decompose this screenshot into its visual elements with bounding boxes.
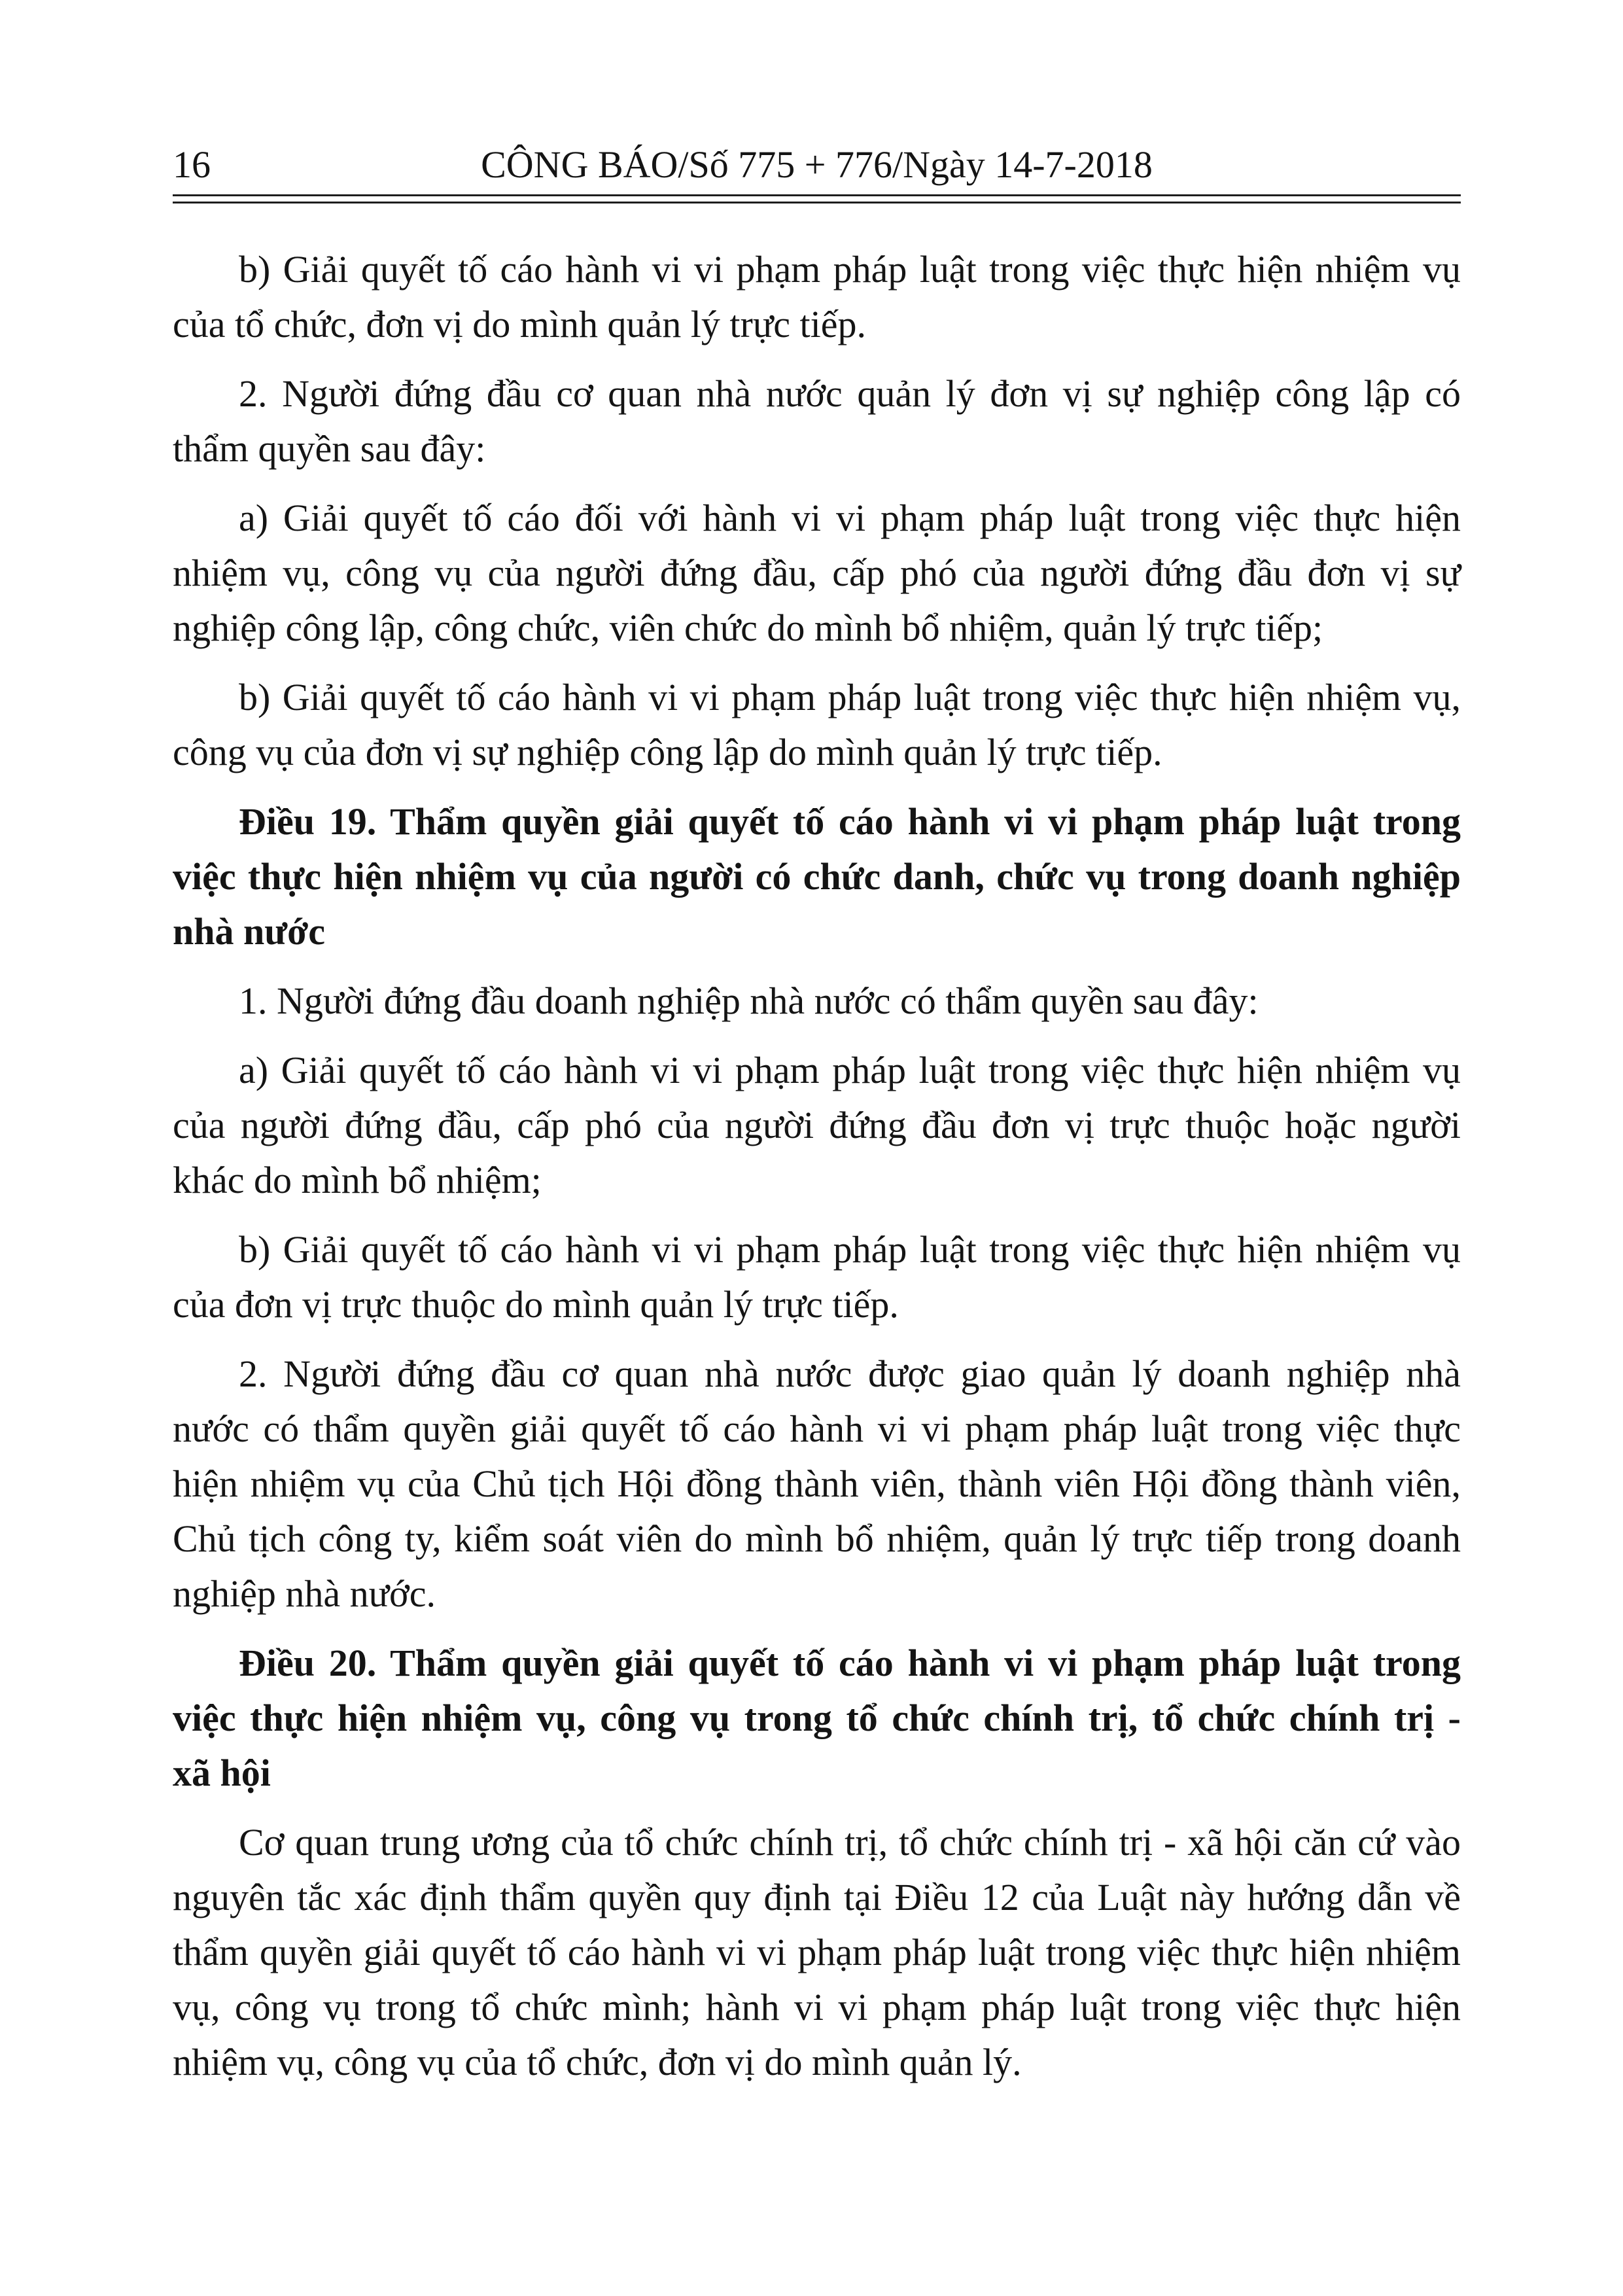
paragraph-line: 2. Người đứng đầu cơ quan nhà nước được giao quản lý doanh nghiệp nhà: [239, 1352, 1461, 1395]
heading-line: nhà nước: [173, 910, 325, 953]
point-b-paragraph: [173, 1222, 1461, 1332]
point-a-paragraph: [173, 491, 1461, 656]
paragraph-line: b) Giải quyết tố cáo hành vi vi phạm pháp luật trong việc thực hiện nhiệm vụ,: [239, 676, 1461, 718]
header-double-rule: [173, 194, 1461, 203]
paragraph-line: a) Giải quyết tố cáo đối với hành vi vi phạm pháp luật trong việc thực hiện: [239, 497, 1461, 539]
heading-line: việc thực hiện nhiệm vụ, công vụ trong tổ chức chính trị, tổ chức chính trị -: [173, 1697, 1461, 1739]
paragraph-line: nhiệm vụ, công vụ của người đứng đầu, cấp phó của người đứng đầu đơn vị sự: [173, 552, 1461, 594]
heading-line: Điều 20. Thẩm quyền giải quyết tố cáo hành vi vi phạm pháp luật trong: [239, 1642, 1461, 1684]
running-header: [173, 137, 1461, 192]
paragraph-line: vụ, công vụ trong tổ chức mình; hành vi vi phạm pháp luật trong việc thực hiện: [173, 1986, 1461, 2028]
clause-2-paragraph: [173, 1347, 1461, 1621]
heading-line: Điều 19. Thẩm quyền giải quyết tố cáo hành vi vi phạm pháp luật trong: [239, 800, 1461, 843]
heading-line: việc thực hiện nhiệm vụ của người có chức danh, chức vụ trong doanh nghiệp: [173, 855, 1461, 898]
clause-2-paragraph: [173, 366, 1461, 476]
heading-line: xã hội: [173, 1752, 271, 1794]
paragraph-line: nghiệp công lập, công chức, viên chức do mình bổ nhiệm, quản lý trực tiếp;: [173, 607, 1323, 649]
paragraph-line: b) Giải quyết tố cáo hành vi vi phạm pháp luật trong việc thực hiện nhiệm vụ: [239, 1228, 1461, 1271]
paragraph-line: nguyên tắc xác định thẩm quyền quy định tại Điều 12 của Luật này hướng dẫn về: [173, 1876, 1461, 1918]
point-b-paragraph: [173, 242, 1461, 352]
document-body: [173, 242, 1461, 2104]
point-a-paragraph: [173, 1043, 1461, 1208]
paragraph-line: nghiệp nhà nước.: [173, 1572, 436, 1615]
clause-1-paragraph: [173, 974, 1461, 1029]
paragraph-line: Cơ quan trung ương của tổ chức chính trị, tổ chức chính trị - xã hội căn cứ vào: [239, 1821, 1461, 1863]
article-19-heading: [173, 794, 1461, 959]
paragraph-line: công vụ của đơn vị sự nghiệp công lập do mình quản lý trực tiếp.: [173, 731, 1162, 773]
paragraph-line: nhiệm vụ, công vụ của tổ chức, đơn vị do mình quản lý.: [173, 2041, 1022, 2083]
paragraph-line: của đơn vị trực thuộc do mình quản lý trực tiếp.: [173, 1283, 899, 1326]
paragraph-line: hiện nhiệm vụ của Chủ tịch Hội đồng thành viên, thành viên Hội đồng thành viên,: [173, 1462, 1461, 1505]
paragraph-line: Chủ tịch công ty, kiểm soát viên do mình bổ nhiệm, quản lý trực tiếp trong doanh: [173, 1517, 1461, 1560]
paragraph-line: a) Giải quyết tố cáo hành vi vi phạm pháp luật trong việc thực hiện nhiệm vụ: [239, 1049, 1461, 1091]
page-number: 16: [173, 143, 211, 186]
paragraph-line: khác do mình bổ nhiệm;: [173, 1159, 542, 1201]
paragraph-line: thẩm quyền giải quyết tố cáo hành vi vi phạm pháp luật trong việc thực hiện nhiệm: [173, 1931, 1461, 1973]
paragraph-line: của tổ chức, đơn vị do mình quản lý trực tiếp.: [173, 303, 866, 345]
paragraph-line: 1. Người đứng đầu doanh nghiệp nhà nước có thẩm quyền sau đây:: [239, 980, 1259, 1022]
point-b-paragraph: [173, 670, 1461, 780]
paragraph-line: nước có thẩm quyền giải quyết tố cáo hành vi vi phạm pháp luật trong việc thực: [173, 1407, 1461, 1450]
gazette-title: CÔNG BÁO/Số 775 + 776/Ngày 14-7-2018: [481, 143, 1153, 186]
paragraph-line: của người đứng đầu, cấp phó của người đứng đầu đơn vị trực thuộc hoặc người: [173, 1104, 1461, 1146]
article-20-heading: [173, 1636, 1461, 1801]
paragraph-line: thẩm quyền sau đây:: [173, 427, 486, 470]
article-20-body-paragraph: [173, 1815, 1461, 2090]
paragraph-line: 2. Người đứng đầu cơ quan nhà nước quản lý đơn vị sự nghiệp công lập có: [239, 372, 1461, 415]
paragraph-line: b) Giải quyết tố cáo hành vi vi phạm pháp luật trong việc thực hiện nhiệm vụ: [239, 248, 1461, 291]
